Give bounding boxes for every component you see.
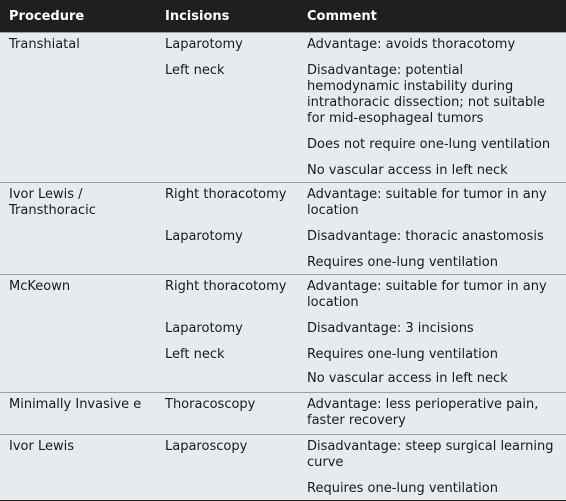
comment-cell: No vascular access in left neck (307, 371, 508, 386)
header-procedure: Procedure (9, 9, 85, 24)
table-row (0, 434, 566, 476)
comment-cell: Disadvantage: steep surgical learning curve (307, 439, 554, 470)
table-row (0, 250, 566, 274)
incision-cell: Laparoscopy (165, 439, 248, 454)
table-row (0, 476, 566, 500)
table-row (0, 366, 566, 392)
comment-cell: Disadvantage: 3 incisions (307, 321, 474, 336)
incision-cell: Right thoracotomy (165, 187, 287, 202)
incision-cell: Laparotomy (165, 321, 243, 336)
comment-cell: Requires one-lung ventilation (307, 347, 498, 362)
procedure-cell: Ivor Lewis / Transthoracic (9, 187, 96, 218)
incision-cell: Laparotomy (165, 37, 243, 52)
table-row (0, 392, 566, 434)
table-row (0, 158, 566, 182)
procedure-cell: Minimally Invasive e (9, 397, 142, 412)
procedure-cell: Ivor Lewis (9, 439, 74, 454)
comment-cell: Requires one-lung ventilation (307, 255, 498, 270)
incision-cell: Left neck (165, 347, 225, 362)
comment-cell: Requires one-lung ventilation (307, 481, 498, 496)
table-header (0, 0, 566, 32)
comment-cell: Disadvantage: potential hemodynamic instability during intrathoracic dissection; not suitable for mid-esophageal tumors (307, 63, 545, 126)
incision-cell: Left neck (165, 63, 225, 78)
incision-cell: Laparotomy (165, 229, 243, 244)
header-incisions: Incisions (165, 9, 230, 24)
table-row (0, 224, 566, 250)
incision-cell: Right thoracotomy (165, 279, 287, 294)
procedure-cell: McKeown (9, 279, 71, 294)
comment-cell: Disadvantage: thoracic anastomosis (307, 229, 544, 244)
comment-cell: Advantage: suitable for tumor in any location (307, 279, 547, 310)
comment-cell: Advantage: less perioperative pain, faster recovery (307, 397, 539, 428)
comment-cell: Does not require one-lung ventilation (307, 137, 551, 152)
table-row (0, 32, 566, 58)
comment-cell: No vascular access in left neck (307, 163, 508, 178)
comment-cell: Advantage: suitable for tumor in any location (307, 187, 547, 218)
table-row (0, 316, 566, 342)
table-row (0, 58, 566, 132)
procedure-cell: Transhiatal (9, 37, 80, 52)
table-row (0, 132, 566, 158)
header-comment: Comment (307, 9, 377, 24)
comment-cell: Advantage: avoids thoracotomy (307, 37, 516, 52)
table-row (0, 182, 566, 224)
incision-cell: Thoracoscopy (165, 397, 256, 412)
table-row (0, 342, 566, 366)
table-row (0, 274, 566, 316)
